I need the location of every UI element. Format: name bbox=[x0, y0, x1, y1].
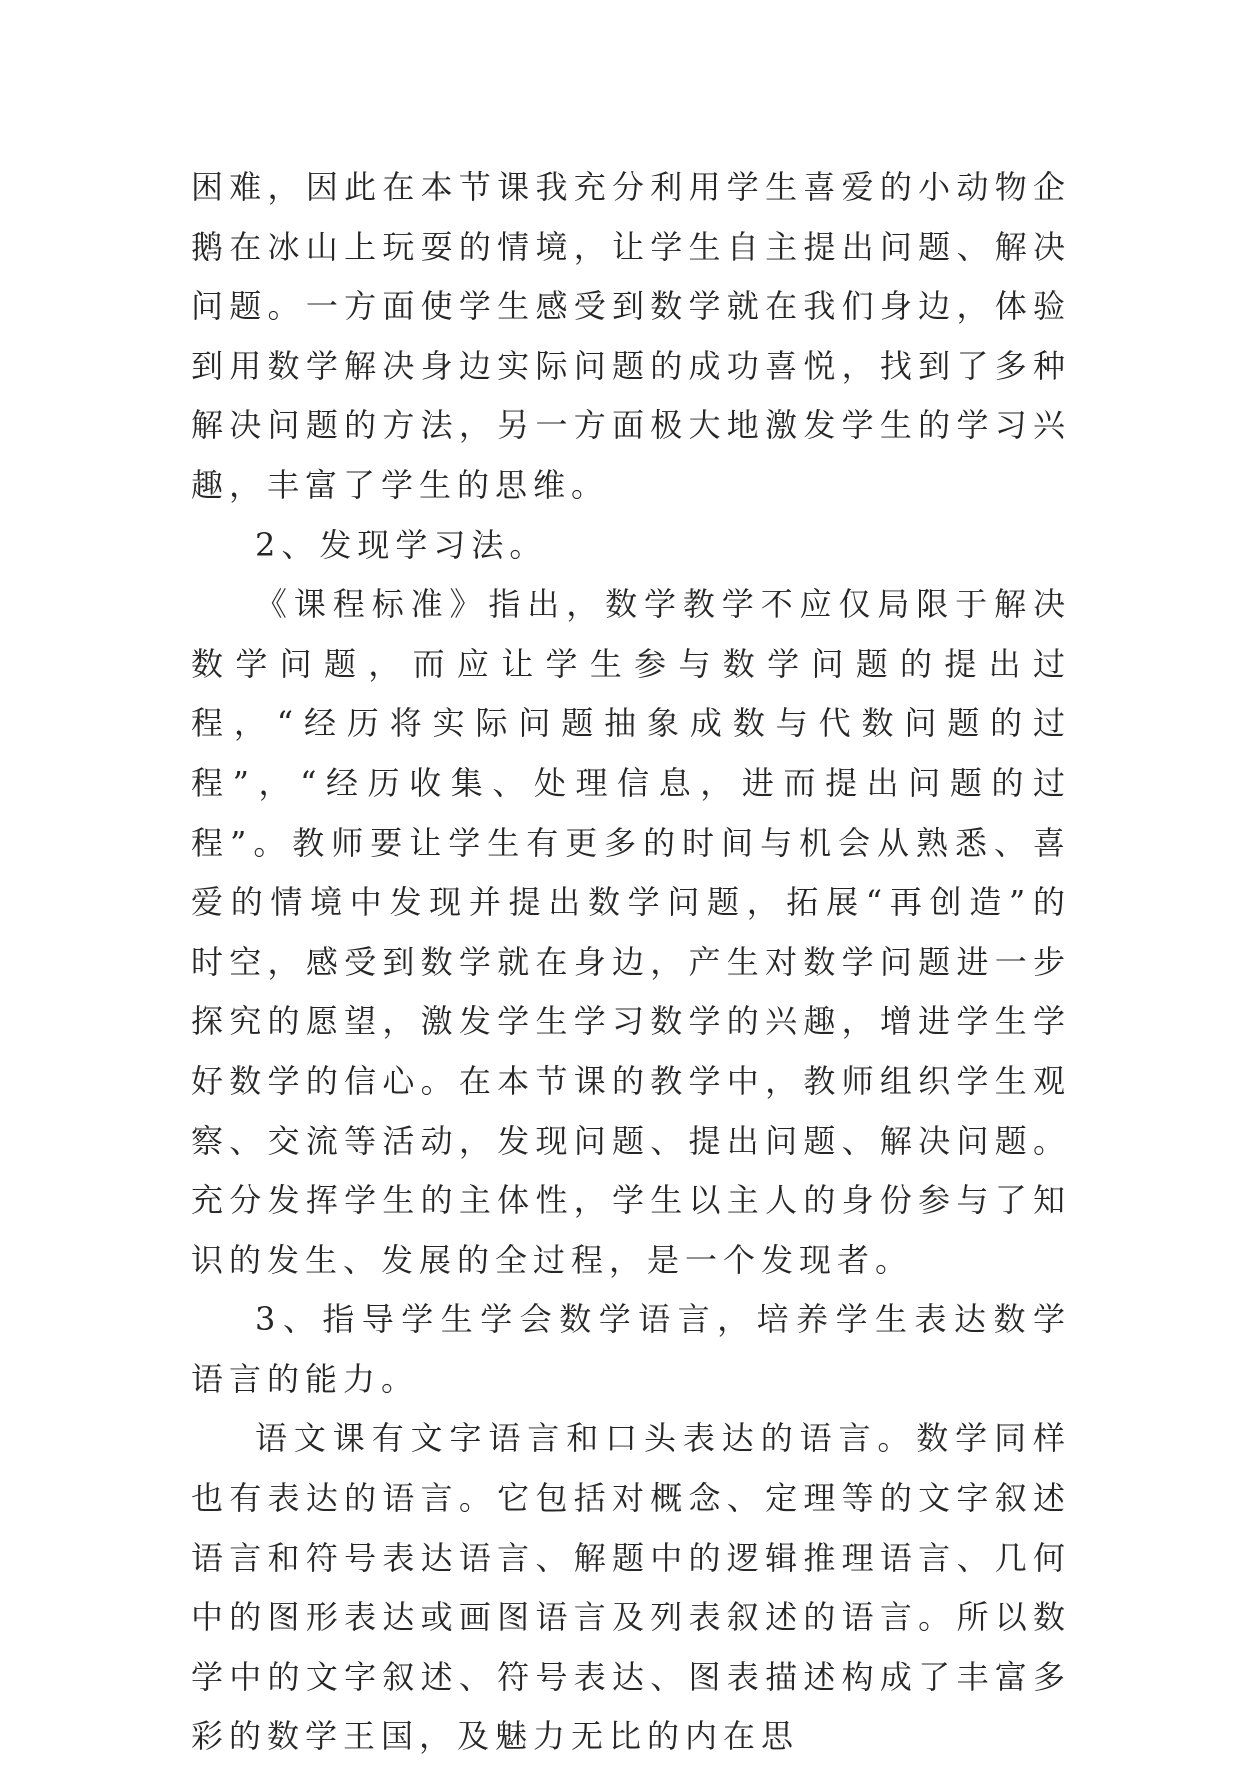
body-text bbox=[191, 158, 1071, 1767]
section-heading-discovery-learning: 2、发现学习法。 bbox=[255, 525, 548, 564]
paragraph-continuation: 困难，因此在本节课我充分利用学生喜爱的小动物企鹅在冰山上玩耍的情境，让学生自主提出问题、解决问题。一方面使学生感受到数学就在我们身边，体验到用数学解决身边实际问题的成功喜悦，找到了多种解决问题的方法，另一方面极大地激发学生的学习兴趣，丰富了学生的思维。 bbox=[191, 168, 1071, 504]
section-heading-math-language: 3、指导学生学会数学语言，培养学生表达数学语言的能力。 bbox=[191, 1300, 1071, 1398]
paragraph-curriculum-standard: 《课程标准》指出，数学教学不应仅局限于解决数学问题，而应让学生参与数学问题的提出过程，“经历将实际问题抽象成数与代数问题的过程”，“经历收集、处理信息，进而提出问题的过程”。教师要让学生有更多的时间与机会从熟悉、喜爱的情境中发现并提出数学问题，拓展“再创造”的时空，感受到数学就在身边，产生对数学问题进一步探究的愿望，激发学生学习数学的兴趣，增进学生学好数学的信心。在本节课的教学中，教师组织学生观察、交流等活动，发现问题、提出问题、解决问题。充分发挥学生的主体性，学生以主人的身份参与了知识的发生、发展的全过程，是一个发现者。 bbox=[191, 585, 1071, 1279]
paragraph-math-language: 语文课有文字语言和口头表达的语言。数学同样也有表达的语言。它包括对概念、定理等的文字叙述语言和符号表达语言、解题中的逻辑推理语言、几何中的图形表达或画图语言及列表叙述的语言。所以数学中的文字叙述、符号表达、图表描述构成了丰富多彩的数学王国，及魅力无比的内在思 bbox=[191, 1419, 1071, 1756]
